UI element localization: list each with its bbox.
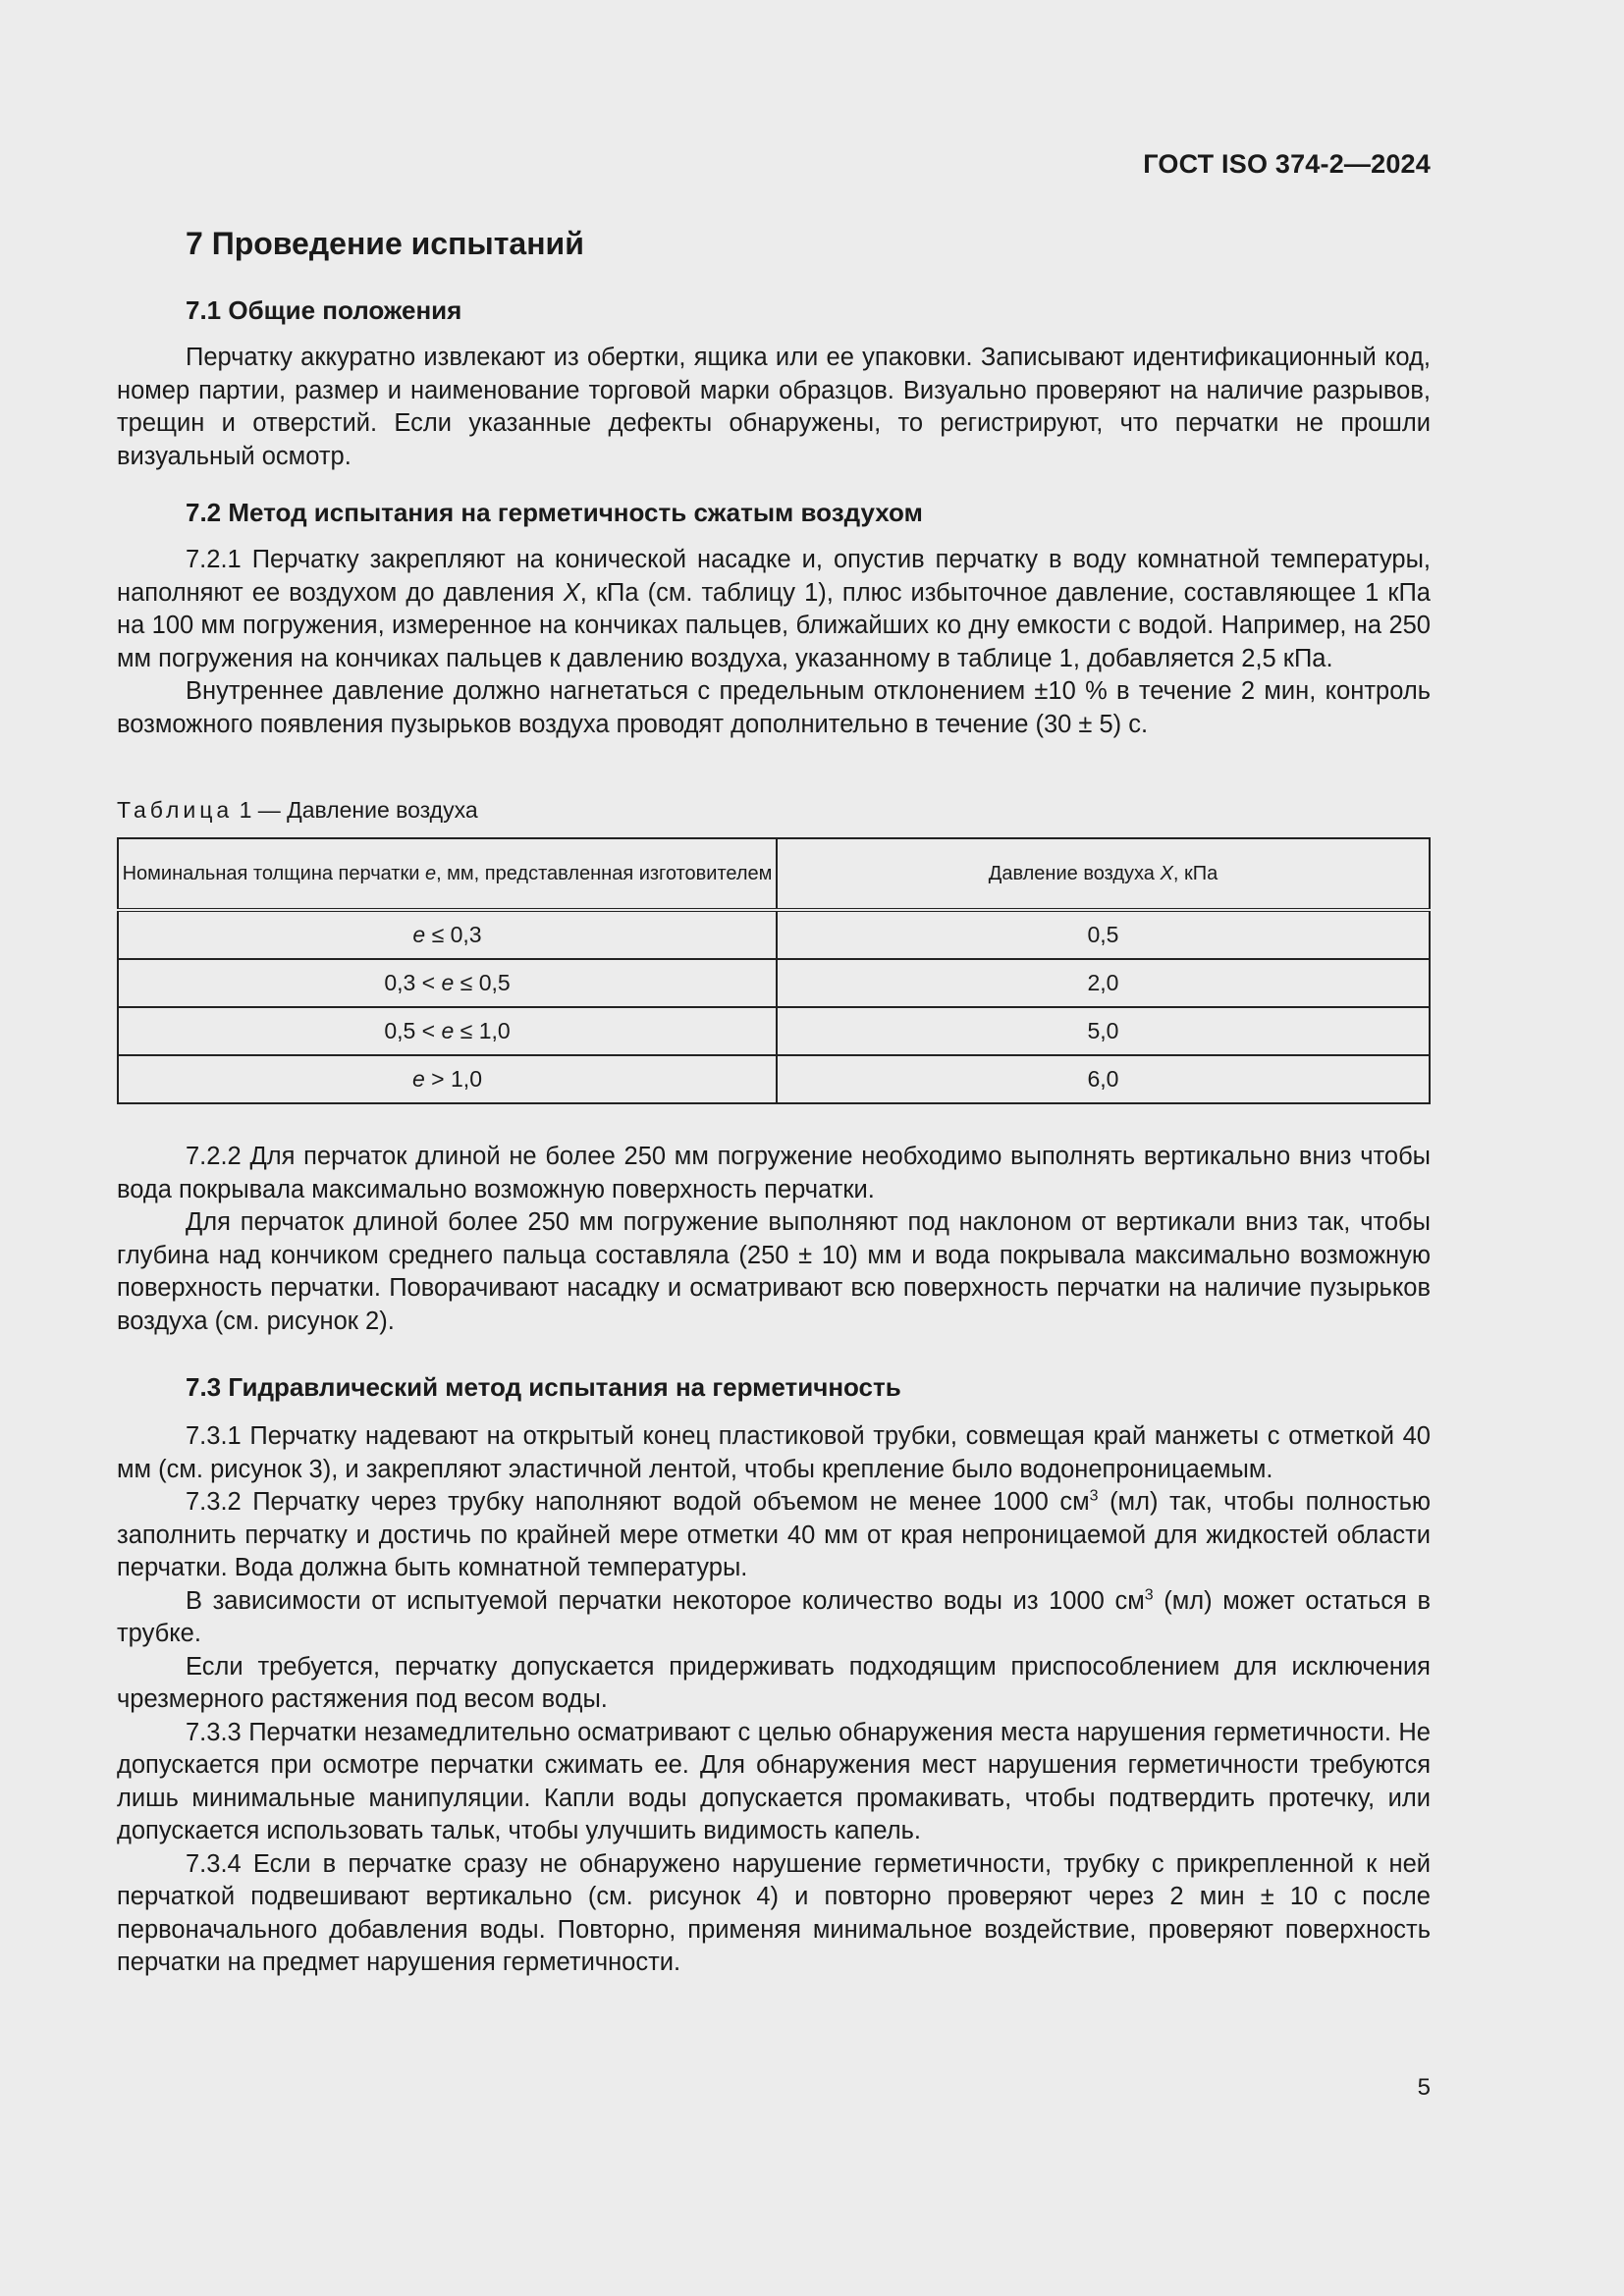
table-cell-thickness: e ≤ 0,3 xyxy=(118,910,777,959)
table-row xyxy=(118,959,1430,1007)
paragraph-7-3-2: 7.3.2 Перчатку через трубку наполняют водой объемом не менее 1000 $см^3$ (мл) так, чтобы полностью заполнить перчатку и достичь по крайней мере отметки 40 мм от края непроницаемой для жидкостей области перчатки. Вода должна быть комнатной температуры. xyxy=(117,1487,1431,1581)
paragraph: Внутреннее давление должно нагнетаться с предельным отклонением ±10 % в течение 2 мин, контроль возможного появления пузырьков воздуха проводят дополнительно в течение (30 ± 5) с. xyxy=(117,677,1431,738)
column-header-pressure: Давление воздуха X, кПа xyxy=(777,838,1430,910)
paragraph-7-3-1: 7.3.1 Перчатку надевают на открытый конец пластиковой трубки, совмещая край манжеты с отметкой 40 мм (см. рисунок 3), и закрепляют эластичной лентой, чтобы крепление было водонепроницаемым. xyxy=(117,1422,1431,1483)
table-cell-pressure: 0,5 xyxy=(777,910,1430,959)
air-pressure-table xyxy=(117,837,1431,1104)
document-page xyxy=(117,0,1431,2296)
section-7-1 xyxy=(117,295,1431,326)
table-1-caption xyxy=(117,797,1431,824)
paragraph-7-3-4: 7.3.4 Если в перчатке сразу не обнаружено нарушение герметичности, трубку с прикрепленной к ней перчаткой подвешивают вертикально (см. рисунок 4) и повторно проверяют через 2 мин ± 10 с после первоначального добавления воды. Повторно, применяя минимальное воздействие, проверяют поверхность перчатки на предмет нарушения герметичности. xyxy=(117,1849,1431,1976)
paragraph: Для перчаток длиной более 250 мм погружение выполняют под наклоном от вертикали вниз так, чтобы глубина над кончиком среднего пальца составляла (250 ± 10) мм и вода покрывала максимально возможную поверхность перчатки. Поворачивают насадку и осматривают всю поверхность перчатки на наличие пузырьков воздуха (см. рисунок 2). xyxy=(117,1208,1431,1335)
table-row xyxy=(118,1055,1430,1103)
section-7-1-body xyxy=(117,342,1431,473)
table-cell-pressure: 2,0 xyxy=(777,959,1430,1007)
section-7-title: 7 Проведение испытаний xyxy=(186,226,584,261)
table-cell-pressure: 6,0 xyxy=(777,1055,1430,1103)
table-title: 1 — Давление воздуха xyxy=(233,797,478,823)
table-label: Таблица xyxy=(117,797,234,823)
paragraph-7-2-2: 7.2.2 Для перчаток длиной не более 250 мм погружение необходимо выполнять вертикально вниз чтобы вода покрывала максимально возможную поверхность перчатки. xyxy=(117,1143,1431,1203)
table-cell-pressure: 5,0 xyxy=(777,1007,1430,1055)
table-row xyxy=(118,1007,1430,1055)
section-7-2-body xyxy=(117,544,1431,741)
document-code: ГОСТ ISO 374-2—2024 xyxy=(1143,149,1431,179)
section-7-3-body xyxy=(117,1420,1431,1980)
table-row xyxy=(118,910,1430,959)
paragraph: Если требуется, перчатку допускается придерживать подходящим приспособлением для исключения чрезмерного растяжения под весом воды. xyxy=(117,1652,1431,1713)
section-7-3 xyxy=(117,1372,1431,1403)
section-7-2 xyxy=(117,498,1431,528)
section-7-2-title: 7.2 Метод испытания на герметичность сжатым воздухом xyxy=(186,498,923,527)
section-7-1-title: 7.1 Общие положения xyxy=(186,295,462,325)
table-cell-thickness: 0,5 < e ≤ 1,0 xyxy=(118,1007,777,1055)
column-header-thickness: Номинальная толщина перчатки e, мм, представленная изготовителем xyxy=(118,838,777,910)
paragraph: Перчатку аккуратно извлекают из обертки, ящика или ее упаковки. Записывают идентификационный код, номер партии, размер и наименование торговой марки образцов. Визуально проверяют на наличие разрывов, трещин и отверстий. Если указанные дефекты обнаружены, то регистрируют, что перчатки не прошли визуальный осмотр. xyxy=(117,344,1431,470)
paragraph: В зависимости от испытуемой перчатки некоторое количество воды из 1000 $см^3$ (мл) может остаться в трубке. xyxy=(117,1586,1431,1647)
table-cell-thickness: e > 1,0 xyxy=(118,1055,777,1103)
table-header-row xyxy=(118,838,1430,910)
paragraph-7-2-1: 7.2.1 Перчатку закрепляют на конической насадке и, опустив перчатку в воду комнатной температуры, наполняют ее воздухом до давления X, кПа (см. таблицу 1), плюс избыточное давление, составляющее 1 кПа на 100 мм погружения, измеренное на кончиках пальцев, ближайших ко дну емкости с водой. Например, на 250 мм погружения на кончиках пальцев к давлению воздуха, указанному в таблице 1, добавляется 2,5 кПа. xyxy=(117,546,1431,672)
paragraph-7-3-3: 7.3.3 Перчатки незамедлительно осматривают с целью обнаружения места нарушения герметичности. Не допускается при осмотре перчатки сжимать ее. Для обнаружения мест нарушения герметичности требуются лишь минимальные манипуляции. Капли воды допускается промакивать, чтобы подтвердить протечку, или допускается использовать тальк, чтобы улучшить видимость капель. xyxy=(117,1718,1431,1844)
section-7-2-2-body xyxy=(117,1141,1431,1338)
section-7-3-title: 7.3 Гидравлический метод испытания на герметичность xyxy=(186,1372,901,1402)
table-cell-thickness: 0,3 < e ≤ 0,5 xyxy=(118,959,777,1007)
page-number: 5 xyxy=(1417,2074,1431,2101)
